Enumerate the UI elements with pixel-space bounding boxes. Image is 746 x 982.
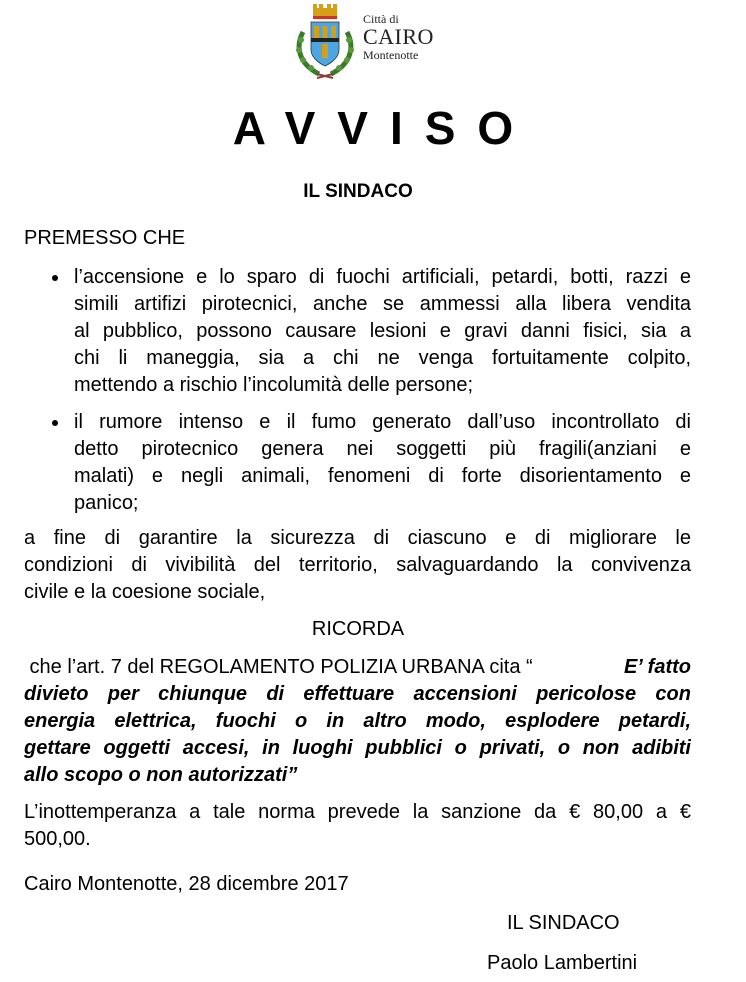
sanction-line: L’inottemperanza a tale norma prevede la sanzione da € 80,00 a €: [24, 801, 691, 823]
signature-role: IL SINDACO: [507, 912, 620, 934]
rule-quote-line: energia elettrica, fuochi o in altro modo, esplodere petardi,: [24, 710, 691, 732]
sanction-line: 500,00.: [24, 828, 91, 850]
bullet-2-line: malati) e negli animali, fenomeni di forte disorientamento e: [74, 465, 691, 487]
bullet-2-line: il rumore intenso e il fumo generato dall’uso incontrollato di: [74, 411, 691, 433]
ricorda-heading: RICORDA: [311, 618, 405, 640]
signature-name: Paolo Lambertini: [487, 952, 638, 974]
bullet-1-line: l’accensione e lo sparo di fuochi artificiali, petardi, botti, razzi e: [74, 266, 691, 288]
purpose-line: a fine di garantire la sicurezza di ciascuno e di migliorare le: [24, 527, 691, 549]
logo-city-label: Città di: [363, 12, 399, 26]
bullet-2-line: detto pirotecnico genera nei soggetti più fragili(anziani e: [74, 438, 691, 460]
purpose-line: condizioni di vivibilità del territorio, salvaguardando la convivenza: [24, 554, 691, 576]
bullet-1-line: al pubblico, possono causare lesioni e gravi danni fisici, sia a: [74, 320, 691, 342]
purpose-line: civile e la coesione sociale,: [24, 581, 266, 603]
rule-first-line: [24, 655, 691, 679]
logo-city-name: CAIRO: [363, 24, 434, 49]
rule-quote-line: divieto per chiunque di effettuare accensioni pericolose con: [24, 683, 691, 705]
bullet-1-line: simili artifizi pirotecnici, anche se ammessi alla libera vendita: [74, 293, 691, 315]
bullet-marker: [52, 420, 58, 426]
page-title: AVVISO: [232, 102, 536, 154]
coat-of-arms-icon: [293, 2, 357, 80]
logo-city-suffix: Montenotte: [363, 48, 419, 62]
premesso-heading: PREMESSO CHE: [24, 227, 186, 249]
subtitle-il-sindaco: IL SINDACO: [303, 181, 413, 202]
bullet-2-line: panico;: [74, 492, 139, 514]
bullet-1-line: mettendo a rischio l’incolumità delle persone;: [74, 374, 474, 396]
bullet-marker: [52, 275, 58, 281]
bullet-1-line: chi li maneggia, sia a chi ne venga fortuitamente colpito,: [74, 347, 691, 369]
municipal-logo: [293, 2, 433, 82]
rule-quote-line: allo scopo o non autorizzati”: [24, 764, 298, 786]
place-date: Cairo Montenotte, 28 dicembre 2017: [24, 873, 349, 895]
rule-intro: che l’art. 7 del REGOLAMENTO POLIZIA URBANA cita “: [24, 656, 533, 678]
rule-quote-line: gettare oggetti accesi, in luoghi pubblici o privati, o non adibiti: [24, 737, 691, 759]
rule-quote-start: E’ fatto: [623, 656, 691, 678]
